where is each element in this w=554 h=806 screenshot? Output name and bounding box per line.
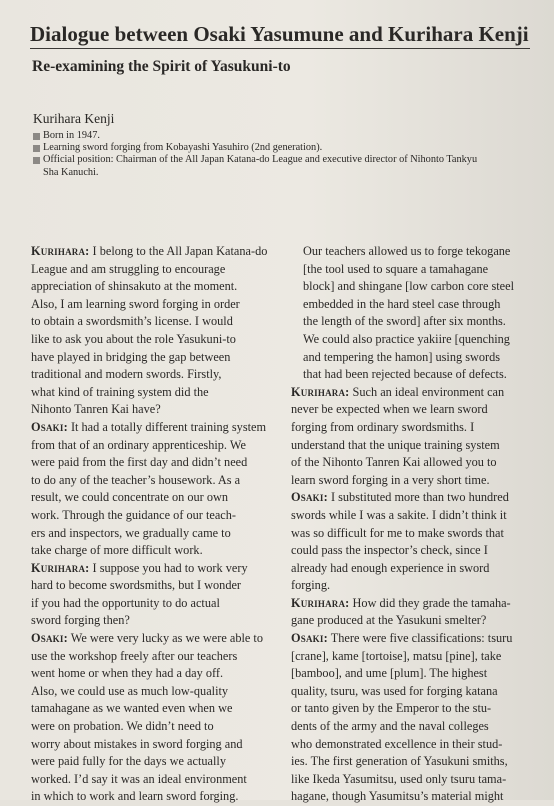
dialogue-paragraph <box>31 560 286 630</box>
line-text: It had a totally different training system <box>70 419 267 434</box>
speaker-label: Kurihara: <box>31 244 90 258</box>
line-text: or tanto given by the Emperor to the stu- <box>291 701 492 716</box>
text-line <box>291 612 541 630</box>
dialogue-paragraph <box>291 243 541 384</box>
line-text: We could also practice yakiire [quenching <box>303 331 510 346</box>
line-text: [crane], kame [tortoise], matsu [pine], take <box>291 648 502 663</box>
text-line <box>31 454 286 472</box>
text-line <box>291 683 541 701</box>
line-text: Also, we could use as much low-quality <box>31 683 229 698</box>
speaker-label: Kurihara: <box>291 595 350 610</box>
line-text: result, we could concentrate on our own <box>31 490 229 505</box>
bio-line: Official position: Chairman of the All Japan Katana-do League and executive director of Nihonto Tankyu <box>43 154 478 166</box>
left-column <box>31 243 286 806</box>
text-line <box>303 296 541 314</box>
line-text: already had enough experience in sword <box>291 560 490 575</box>
text-line <box>291 472 541 490</box>
text-line <box>31 665 286 683</box>
line-text: hard to become swordsmiths, but I wonder <box>31 578 242 593</box>
line-text: I substituted more than two hundred <box>330 490 509 505</box>
bullet-square-icon <box>33 145 40 152</box>
page-title: Dialogue between Osaki Yasumune and Kurihara Kenji <box>30 22 530 49</box>
bio-line: Learning sword forging from Kobayashi Yasuhiro (2nd generation). <box>43 142 323 154</box>
text-line <box>31 595 286 613</box>
dialogue-paragraph <box>31 243 286 419</box>
line-text: to obtain a swordsmith’s license. I would <box>31 314 233 329</box>
text-line <box>31 648 286 666</box>
text-line <box>303 349 541 367</box>
text-line <box>291 771 541 789</box>
line-text: gane produced at the Yasukuni smelter? <box>291 613 487 628</box>
line-text: forging from ordinary swordsmiths. I <box>291 419 475 434</box>
text-line <box>31 366 286 384</box>
line-text: could pass the inspector’s check, since I <box>291 543 488 558</box>
line-text: to do any of the teacher’s housework. As a <box>31 472 241 487</box>
line-text: and tempering the hamon] using swords <box>303 349 501 364</box>
text-line <box>31 612 286 630</box>
line-text: from that of an ordinary apprenticeship. We <box>31 437 246 452</box>
text-line <box>31 243 286 261</box>
text-line <box>291 665 541 683</box>
dialogue-paragraph <box>31 630 286 806</box>
text-line <box>291 700 541 718</box>
text-line <box>291 577 541 595</box>
line-text: Such an ideal environment can <box>352 384 505 399</box>
text-line <box>291 595 541 613</box>
bio-item <box>33 154 533 178</box>
dialogue-paragraph <box>291 595 541 630</box>
line-text: ies. The first generation of Yasukuni smiths, <box>291 754 508 769</box>
line-text: were on probation. We didn’t need to <box>31 719 214 734</box>
text-line <box>31 718 286 736</box>
line-text: sword forging then? <box>31 613 130 628</box>
text-line <box>291 525 541 543</box>
text-line <box>303 278 541 296</box>
line-text: League and am struggling to encourage <box>31 261 226 276</box>
text-line <box>291 648 541 666</box>
speaker-label: Kurihara: <box>291 384 350 399</box>
text-line <box>31 560 286 578</box>
line-text: if you had the opportunity to do actual <box>31 595 220 610</box>
line-text: I belong to the All Japan Katana-do <box>92 244 268 258</box>
speaker-label: Osaki: <box>291 490 328 505</box>
line-text: have played in bridging the gap between <box>31 349 231 364</box>
text-line <box>291 419 541 437</box>
text-line <box>31 525 286 543</box>
profile-bio-list <box>33 130 533 179</box>
line-text: work. Through the guidance of our teach- <box>31 507 236 522</box>
page-subtitle: Re-examining the Spirit of Yasukuni-to <box>32 58 291 75</box>
text-line <box>31 437 286 455</box>
text-line <box>291 437 541 455</box>
text-line <box>31 753 286 771</box>
line-text: were paid fully for the days we actually <box>31 754 226 769</box>
line-text: Nihonto Tanren Kai have? <box>31 402 161 417</box>
text-line <box>291 507 541 525</box>
dialogue-paragraph <box>291 384 541 490</box>
bio-item <box>33 130 533 142</box>
line-text: never be expected when we learn sword <box>291 402 488 417</box>
text-line <box>291 630 541 648</box>
line-text: learn sword forging in a very short time. <box>291 472 490 487</box>
dialogue-paragraph <box>291 630 541 806</box>
line-text: was so difficult for me to make swords that <box>291 525 504 540</box>
text-line <box>31 472 286 490</box>
line-text: ers and inspectors, we gradually came to <box>31 525 231 540</box>
line-text: in which to work and learn sword forging. <box>31 789 239 804</box>
line-text: [the tool used to square a tamahagane <box>303 261 489 276</box>
line-text: worked. I’d say it was an ideal environment <box>31 771 247 786</box>
text-line <box>31 313 286 331</box>
text-line <box>303 313 541 331</box>
text-line <box>303 366 541 384</box>
line-text: How did they grade the tamaha- <box>352 595 511 610</box>
speaker-label: Osaki: <box>291 631 328 646</box>
line-text: [bamboo], and ume [plum]. The highest <box>291 666 488 681</box>
line-text: were paid from the first day and didn’t need <box>31 455 248 470</box>
text-line <box>303 261 541 279</box>
line-text: We were very lucky as we were able to <box>70 631 263 646</box>
text-line <box>31 261 286 279</box>
line-text: quality, tsuru, was used for forging katana <box>291 683 498 698</box>
line-text: hagane, though Yasumitsu’s material might <box>291 789 504 804</box>
text-line <box>291 753 541 771</box>
text-line <box>31 384 286 402</box>
line-text: Also, I am learning sword forging in order <box>31 296 240 311</box>
bio-line: Sha Kanuchi. <box>43 166 99 178</box>
line-text: take charge of more difficult work. <box>31 543 203 558</box>
line-text: went home or when they had a day off. <box>31 666 224 681</box>
text-line <box>31 349 286 367</box>
line-text: swords while I was a sakite. I didn’t think it <box>291 507 507 522</box>
line-text: like to ask you about the role Yasukuni-to <box>31 331 236 346</box>
dialogue-paragraph <box>291 489 541 595</box>
text-line <box>291 560 541 578</box>
speaker-label: Kurihara: <box>31 560 90 575</box>
text-line <box>291 489 541 507</box>
line-text: who demonstrated excellence in their stud- <box>291 736 503 751</box>
text-line <box>31 401 286 419</box>
line-text: worry about mistakes in sword forging and <box>31 736 243 751</box>
text-line <box>291 401 541 419</box>
line-text: traditional and modern swords. Firstly, <box>31 367 222 382</box>
line-text: the length of the sword] after six months. <box>303 314 506 329</box>
line-text: block] and shingane [low carbon core steel <box>303 279 515 294</box>
text-line <box>31 630 286 648</box>
line-text: understand that the unique training system <box>291 437 500 452</box>
text-line <box>31 507 286 525</box>
line-text: appreciation of shinsakuto at the moment. <box>31 279 238 294</box>
bio-line: Born in 1947. <box>43 130 100 141</box>
line-text: embedded in the hard steel case through <box>303 296 501 311</box>
line-text: use the workshop freely after our teachers <box>31 648 238 663</box>
bio-item <box>33 142 533 154</box>
text-line <box>291 384 541 402</box>
text-line <box>31 788 286 806</box>
bullet-square-icon <box>33 133 40 140</box>
line-text: of the Nihonto Tanren Kai allowed you to <box>291 455 497 470</box>
text-line <box>291 736 541 754</box>
text-line <box>291 718 541 736</box>
text-line <box>31 331 286 349</box>
line-text: Our teachers allowed us to forge tekogane <box>303 244 511 258</box>
text-line <box>31 278 286 296</box>
text-line <box>31 577 286 595</box>
text-line <box>31 296 286 314</box>
speaker-label: Osaki: <box>31 419 68 434</box>
dialogue-paragraph <box>31 419 286 560</box>
text-line <box>291 454 541 472</box>
text-line <box>31 700 286 718</box>
line-text: like Ikeda Yasumitsu, used only tsuru tama- <box>291 771 507 786</box>
text-line <box>31 771 286 789</box>
line-text: I suppose you had to work very <box>92 560 248 575</box>
text-line <box>31 736 286 754</box>
line-text: There were five classifications: tsuru <box>330 631 513 646</box>
text-line <box>31 683 286 701</box>
line-text: forging. <box>291 578 331 593</box>
line-text: tamahagane as we wanted even when we <box>31 701 233 716</box>
line-text: what kind of training system did the <box>31 384 209 399</box>
line-text: dents of the army and the naval colleges <box>291 719 489 734</box>
line-text: that had been rejected because of defects. <box>303 367 507 382</box>
right-column <box>291 243 541 806</box>
text-line <box>303 243 541 261</box>
text-line <box>291 542 541 560</box>
text-line <box>31 489 286 507</box>
text-line <box>303 331 541 349</box>
text-line <box>291 788 541 806</box>
speaker-label: Osaki: <box>31 631 68 646</box>
profile-name: Kurihara Kenji <box>33 111 115 126</box>
text-line <box>31 542 286 560</box>
bullet-square-icon <box>33 157 40 164</box>
text-line <box>31 419 286 437</box>
